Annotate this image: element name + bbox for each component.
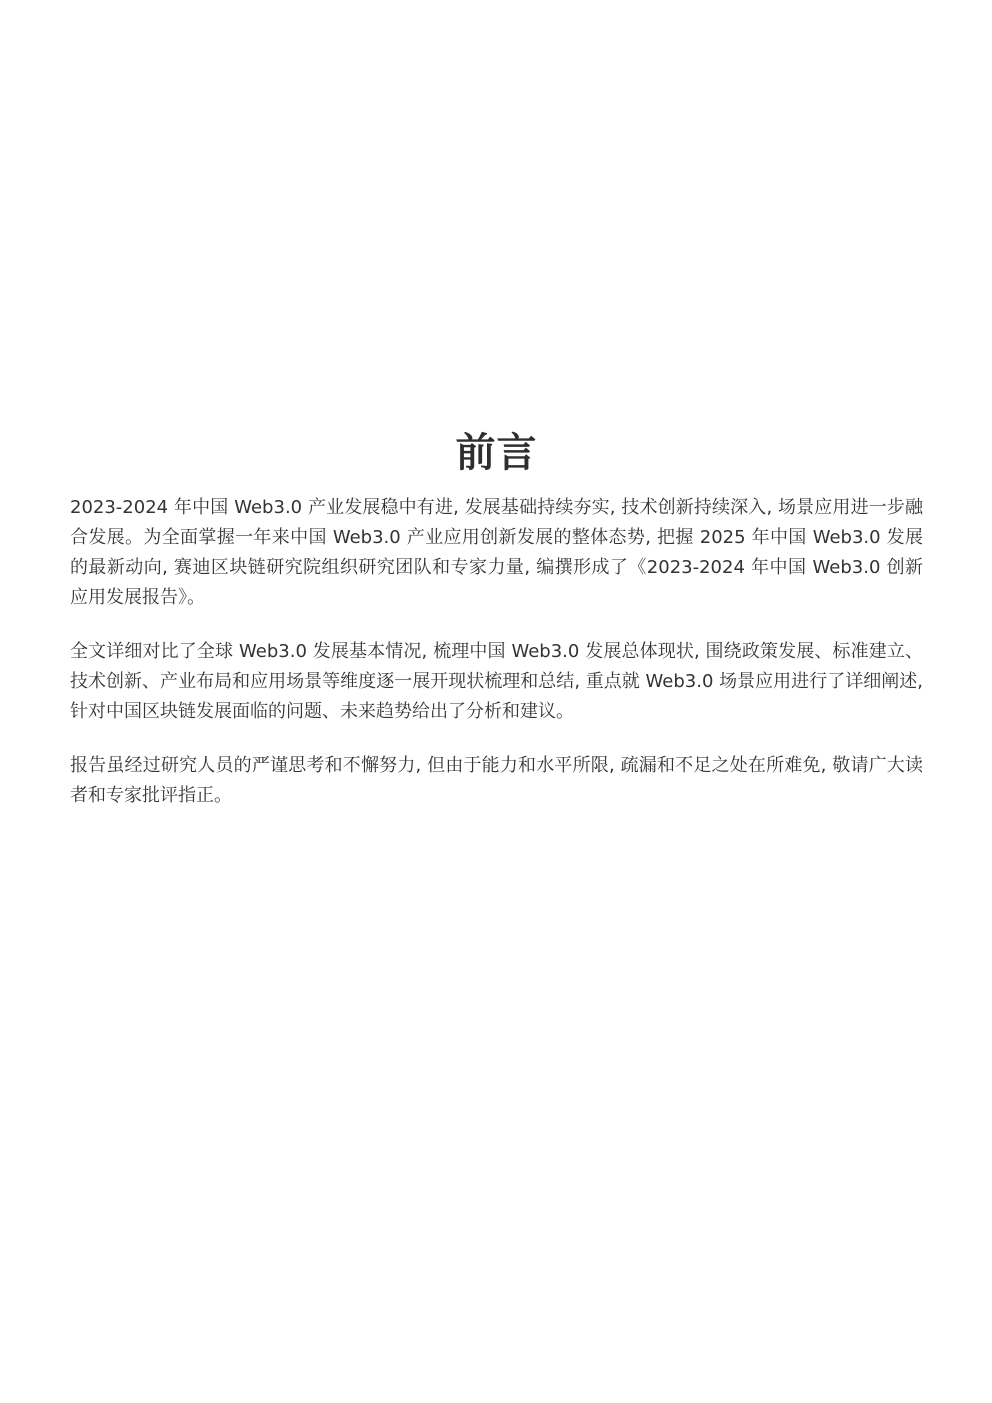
paragraph-3: 报告虽经过研究人员的严谨思考和不懈努力, 但由于能力和水平所限, 疏漏和不足之处在所难免, 敬请广大读者和专家批评指正。	[70, 755, 923, 806]
preface-section	[70, 425, 923, 835]
page-title: 前言	[455, 430, 538, 476]
paragraph-2: 全文详细对比了全球 Web3.0 发展基本情况, 梳理中国 Web3.0 发展总体现状, 围绕政策发展、标准建立、技术创新、产业布局和应用场景等维度逐一展开现状梳理和总结, 重点就 Web3.0 场景应用进行了详细阐述, 针对中国区块链发展面临的问题、未来趋势给出了分析和建议。	[70, 641, 923, 722]
paragraph-1: 2023-2024 年中国 Web3.0 产业发展稳中有进, 发展基础持续夯实, 技术创新持续深入, 场景应用进一步融合发展。为全面掌握一年来中国 Web3.0 产业应用创新发展的整体态势, 把握 2025 年中国 Web3.0 发展的最新动向, 赛迪区块链研究院组织研究团队和专家力量, 编撰形成了《2023-2024 年中国 Web3.0 创新应用发展报告》。	[70, 497, 923, 608]
